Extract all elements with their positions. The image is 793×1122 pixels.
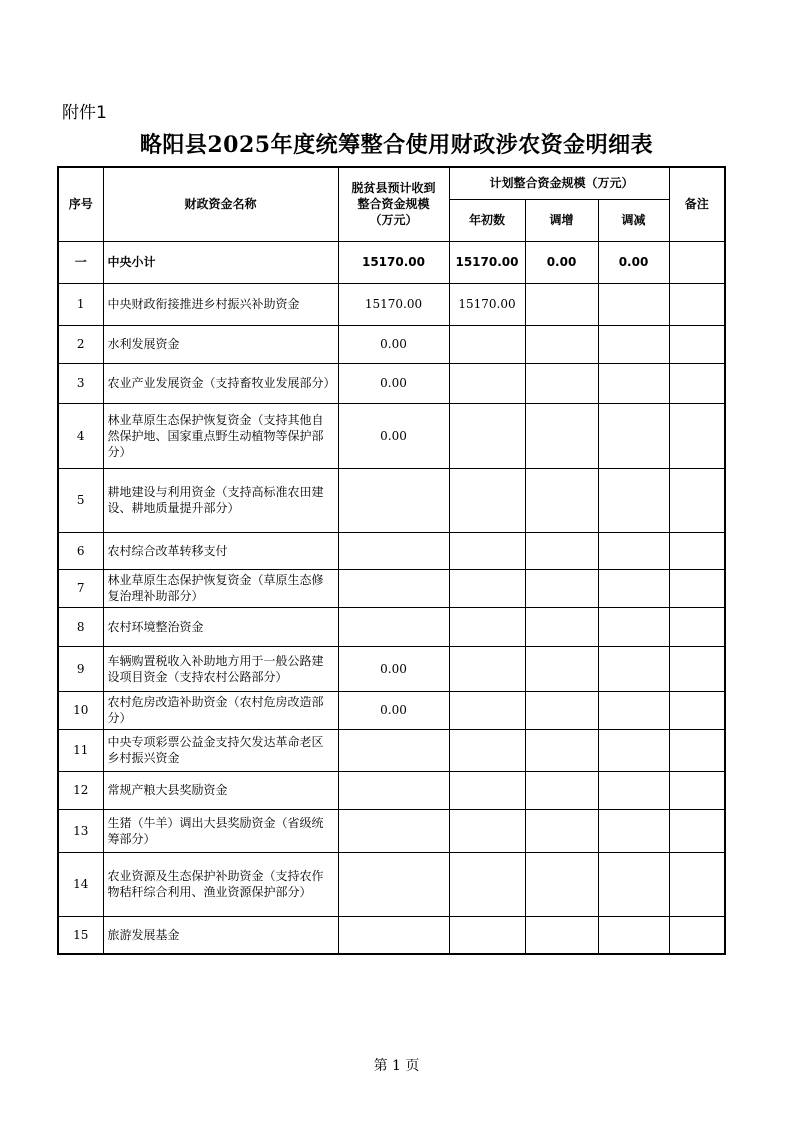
table-row bbox=[58, 532, 725, 569]
row-remark bbox=[669, 363, 725, 403]
row-increase bbox=[525, 468, 598, 532]
row-increase bbox=[525, 646, 598, 691]
row-name: 生猪（牛羊）调出大县奖励资金（省级统筹部分） bbox=[103, 809, 338, 852]
row-remark bbox=[669, 325, 725, 363]
subtotal-expected: 15170.00 bbox=[338, 241, 449, 283]
row-name: 水利发展资金 bbox=[103, 325, 338, 363]
subtotal-initial: 15170.00 bbox=[449, 241, 525, 283]
row-index: 4 bbox=[58, 403, 103, 468]
row-increase bbox=[525, 852, 598, 916]
row-expected: 0.00 bbox=[338, 646, 449, 691]
row-increase bbox=[525, 363, 598, 403]
table-row bbox=[58, 325, 725, 363]
row-increase bbox=[525, 325, 598, 363]
row-initial bbox=[449, 646, 525, 691]
row-decrease bbox=[598, 532, 669, 569]
row-expected bbox=[338, 852, 449, 916]
row-decrease bbox=[598, 771, 669, 809]
table-row bbox=[58, 809, 725, 852]
row-expected bbox=[338, 729, 449, 771]
row-initial bbox=[449, 809, 525, 852]
row-decrease bbox=[598, 363, 669, 403]
row-initial bbox=[449, 325, 525, 363]
row-initial: 15170.00 bbox=[449, 283, 525, 325]
row-name: 农业产业发展资金（支持畜牧业发展部分） bbox=[103, 363, 338, 403]
row-remark bbox=[669, 403, 725, 468]
row-remark bbox=[669, 729, 725, 771]
row-increase bbox=[525, 691, 598, 729]
row-decrease bbox=[598, 916, 669, 954]
row-index: 10 bbox=[58, 691, 103, 729]
row-name: 林业草原生态保护恢复资金（支持其他自然保护地、国家重点野生动植物等保护部分） bbox=[103, 403, 338, 468]
row-initial bbox=[449, 532, 525, 569]
row-name: 旅游发展基金 bbox=[103, 916, 338, 954]
row-index: 9 bbox=[58, 646, 103, 691]
header-decrease: 调减 bbox=[598, 199, 669, 241]
header-expected: 脱贫县预计收到整合资金规模（万元） bbox=[338, 167, 449, 241]
row-increase bbox=[525, 916, 598, 954]
row-decrease bbox=[598, 283, 669, 325]
row-increase bbox=[525, 532, 598, 569]
row-expected bbox=[338, 809, 449, 852]
row-expected: 0.00 bbox=[338, 363, 449, 403]
table-row bbox=[58, 283, 725, 325]
row-name: 车辆购置税收入补助地方用于一般公路建设项目资金（支持农村公路部分） bbox=[103, 646, 338, 691]
row-decrease bbox=[598, 729, 669, 771]
row-initial bbox=[449, 403, 525, 468]
row-decrease bbox=[598, 569, 669, 607]
row-initial bbox=[449, 771, 525, 809]
row-decrease bbox=[598, 325, 669, 363]
row-expected: 0.00 bbox=[338, 691, 449, 729]
subtotal-increase: 0.00 bbox=[525, 241, 598, 283]
header-increase: 调增 bbox=[525, 199, 598, 241]
subtotal-name: 中央小计 bbox=[103, 241, 338, 283]
row-name: 耕地建设与利用资金（支持高标准农田建设、耕地质量提升部分） bbox=[103, 468, 338, 532]
row-index: 7 bbox=[58, 569, 103, 607]
row-expected bbox=[338, 771, 449, 809]
attachment-label: 附件1 bbox=[62, 103, 107, 123]
row-name: 农村综合改革转移支付 bbox=[103, 532, 338, 569]
subtotal-decrease: 0.00 bbox=[598, 241, 669, 283]
header-name: 财政资金名称 bbox=[103, 167, 338, 241]
row-expected: 0.00 bbox=[338, 325, 449, 363]
row-name: 中央财政衔接推进乡村振兴补助资金 bbox=[103, 283, 338, 325]
header-initial: 年初数 bbox=[449, 199, 525, 241]
row-expected bbox=[338, 569, 449, 607]
subtotal-row bbox=[58, 241, 725, 283]
row-index: 1 bbox=[58, 283, 103, 325]
header-index: 序号 bbox=[58, 167, 103, 241]
row-index: 11 bbox=[58, 729, 103, 771]
row-remark bbox=[669, 607, 725, 646]
row-expected: 15170.00 bbox=[338, 283, 449, 325]
table-row bbox=[58, 852, 725, 916]
row-remark bbox=[669, 691, 725, 729]
row-increase bbox=[525, 403, 598, 468]
row-increase bbox=[525, 771, 598, 809]
funds-table bbox=[57, 166, 726, 955]
row-name: 农村环境整治资金 bbox=[103, 607, 338, 646]
table-row bbox=[58, 691, 725, 729]
row-name: 农村危房改造补助资金（农村危房改造部分） bbox=[103, 691, 338, 729]
header-plan-group: 计划整合资金规模（万元） bbox=[449, 167, 669, 199]
row-remark bbox=[669, 283, 725, 325]
row-initial bbox=[449, 729, 525, 771]
table-row bbox=[58, 607, 725, 646]
row-remark bbox=[669, 916, 725, 954]
table-row bbox=[58, 363, 725, 403]
row-expected bbox=[338, 916, 449, 954]
subtotal-index: 一 bbox=[58, 241, 103, 283]
row-initial bbox=[449, 363, 525, 403]
row-index: 8 bbox=[58, 607, 103, 646]
page-number: 第 1 页 bbox=[373, 1058, 420, 1074]
table-row bbox=[58, 771, 725, 809]
header-remark: 备注 bbox=[669, 167, 725, 241]
row-expected: 0.00 bbox=[338, 403, 449, 468]
row-increase bbox=[525, 283, 598, 325]
row-decrease bbox=[598, 852, 669, 916]
row-initial bbox=[449, 468, 525, 532]
row-index: 3 bbox=[58, 363, 103, 403]
row-initial bbox=[449, 607, 525, 646]
table-row bbox=[58, 403, 725, 468]
row-decrease bbox=[598, 691, 669, 729]
row-increase bbox=[525, 607, 598, 646]
row-increase bbox=[525, 809, 598, 852]
row-expected bbox=[338, 607, 449, 646]
row-decrease bbox=[598, 646, 669, 691]
row-increase bbox=[525, 569, 598, 607]
table-row bbox=[58, 468, 725, 532]
row-index: 12 bbox=[58, 771, 103, 809]
row-expected bbox=[338, 468, 449, 532]
row-increase bbox=[525, 729, 598, 771]
row-decrease bbox=[598, 809, 669, 852]
row-initial bbox=[449, 569, 525, 607]
row-index: 13 bbox=[58, 809, 103, 852]
table-row bbox=[58, 916, 725, 954]
row-name: 常规产粮大县奖励资金 bbox=[103, 771, 338, 809]
row-index: 14 bbox=[58, 852, 103, 916]
row-decrease bbox=[598, 607, 669, 646]
row-name: 中央专项彩票公益金支持欠发达革命老区乡村振兴资金 bbox=[103, 729, 338, 771]
row-remark bbox=[669, 532, 725, 569]
subtotal-remark bbox=[669, 241, 725, 283]
row-remark bbox=[669, 771, 725, 809]
row-remark bbox=[669, 809, 725, 852]
row-index: 5 bbox=[58, 468, 103, 532]
table-row bbox=[58, 646, 725, 691]
row-name: 林业草原生态保护恢复资金（草原生态修复治理补助部分） bbox=[103, 569, 338, 607]
row-remark bbox=[669, 852, 725, 916]
row-expected bbox=[338, 532, 449, 569]
row-initial bbox=[449, 691, 525, 729]
row-index: 6 bbox=[58, 532, 103, 569]
table-row bbox=[58, 729, 725, 771]
row-decrease bbox=[598, 468, 669, 532]
row-remark bbox=[669, 468, 725, 532]
page-title: 略阳县2025年度统筹整合使用财政涉农资金明细表 bbox=[139, 132, 654, 158]
row-name: 农业资源及生态保护补助资金（支持农作物秸秆综合利用、渔业资源保护部分） bbox=[103, 852, 338, 916]
row-decrease bbox=[598, 403, 669, 468]
row-index: 2 bbox=[58, 325, 103, 363]
row-initial bbox=[449, 852, 525, 916]
row-remark bbox=[669, 646, 725, 691]
row-remark bbox=[669, 569, 725, 607]
table-row bbox=[58, 569, 725, 607]
row-initial bbox=[449, 916, 525, 954]
row-index: 15 bbox=[58, 916, 103, 954]
